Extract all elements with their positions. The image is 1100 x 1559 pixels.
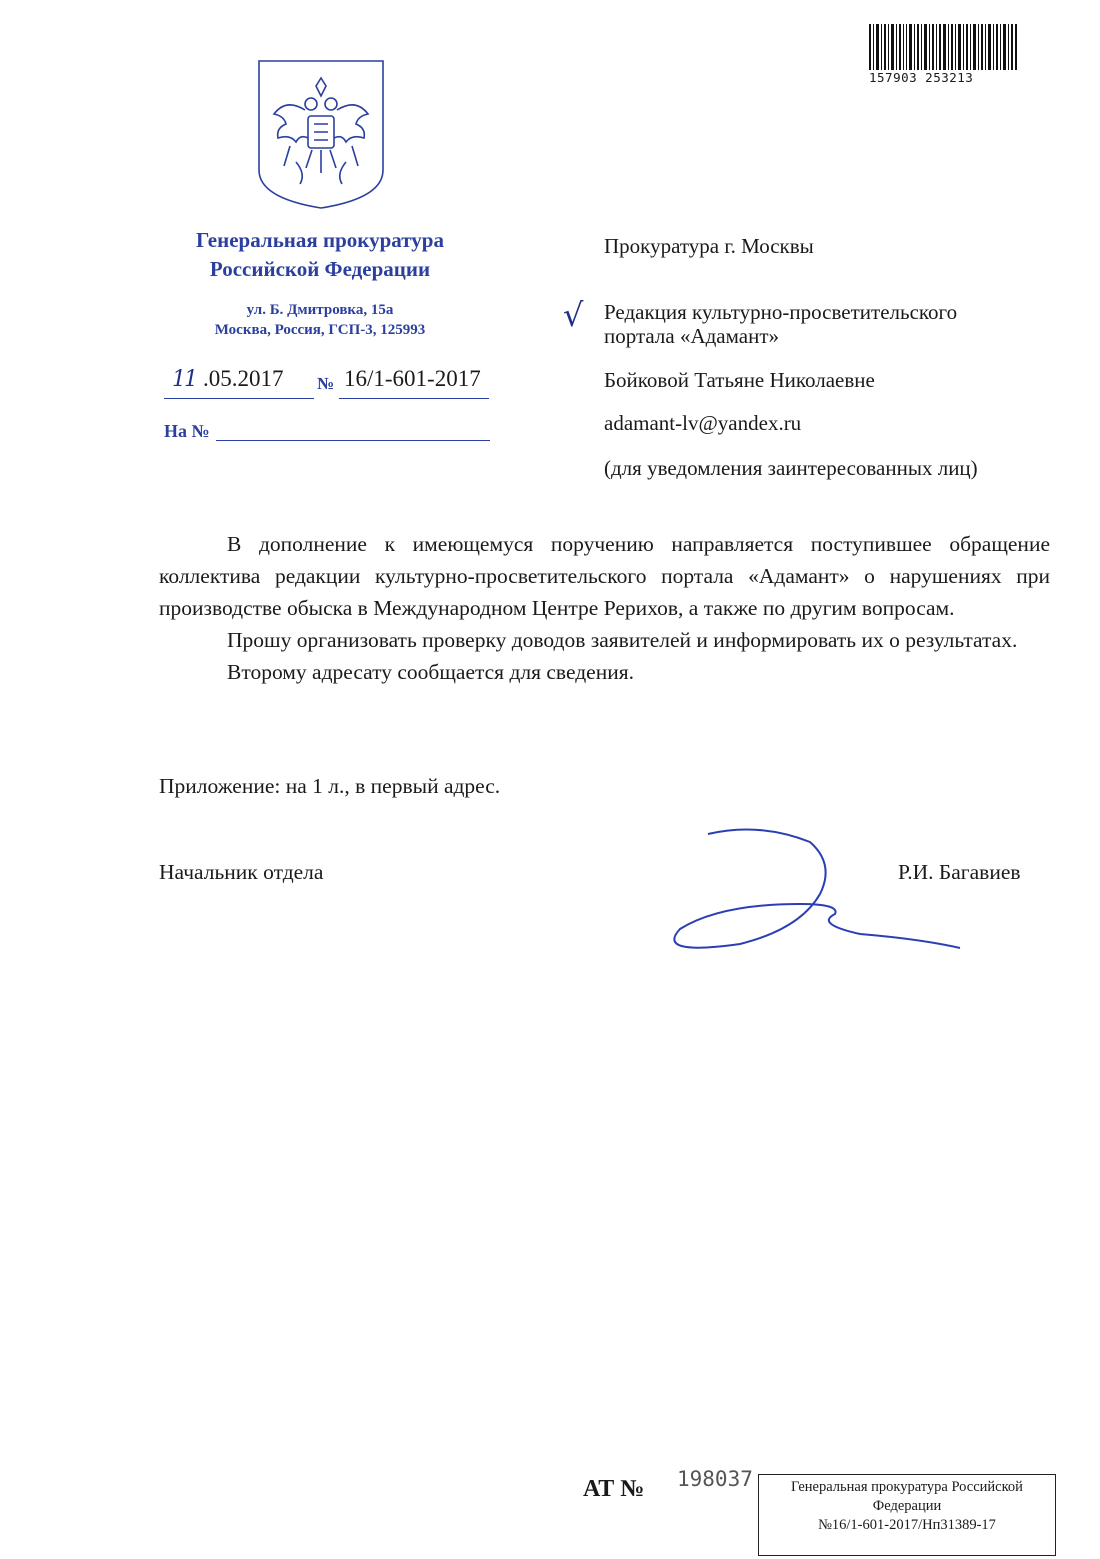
- handwritten-signature: [660, 824, 970, 964]
- barcode: [869, 24, 1017, 74]
- date-underline: [164, 398, 314, 399]
- reg-number-underline: [339, 398, 489, 399]
- letter-body: [159, 528, 1050, 688]
- stamp-line-3: №16/1-601-2017/Нп31389-17: [818, 1517, 996, 1533]
- sender-address-line1: ул. Б. Дмитровка, 15а: [246, 302, 394, 318]
- check-mark: √: [563, 296, 584, 334]
- body-paragraph-3: Второму адресату сообщается для сведения.: [227, 660, 634, 684]
- body-paragraph-1: В дополнение к имеющемуся поручению направляется поступившее обращение коллектива редакции культурно-просветительского портала «Адамант» о нарушениях при производстве обыска в Международном Центре Рерихов, а также по другим вопросам.: [159, 532, 1050, 620]
- recipient-2-line2: портала «Адамант»: [604, 324, 780, 348]
- body-paragraph-2: Прошу организовать проверку доводов заявителей и информировать их о результатах.: [227, 628, 1018, 652]
- registration-number: 16/1-601-2017: [344, 366, 481, 391]
- sender-org-line1: Генеральная прокуратура: [196, 228, 444, 252]
- recipient-1: Прокуратура г. Москвы: [604, 234, 814, 258]
- reply-number-label: На №: [164, 421, 210, 441]
- date-handwritten-day: [172, 366, 196, 392]
- signatory-position: Начальник отдела: [159, 860, 324, 884]
- barcode-number: 157903 253213: [869, 70, 1017, 85]
- recipient-2: [604, 300, 1064, 348]
- stamp-line-2: Федерации: [872, 1498, 942, 1514]
- recipient-3: Бойковой Татьяне Николаевне: [604, 368, 875, 392]
- sender-address-line2: Москва, Россия, ГСП-3, 125993: [214, 322, 426, 338]
- date-day: 11: [172, 367, 196, 392]
- signatory-name: Р.И. Багавиев: [898, 860, 1021, 884]
- sender-address: [150, 300, 490, 340]
- at-number-label: АТ №: [583, 1476, 645, 1502]
- stamp-line-1: Генеральная прокуратура Российской: [791, 1479, 1023, 1495]
- recipient-email: adamant-lv@yandex.ru: [604, 411, 802, 435]
- registration-stamp: [758, 1474, 1056, 1556]
- reply-number-underline: [216, 440, 490, 441]
- recipient-note: (для уведомления заинтересованных лиц): [604, 456, 978, 480]
- number-sign: №: [317, 374, 335, 393]
- at-number-value: 198037: [677, 1467, 753, 1491]
- attachment-note: Приложение: на 1 л., в первый адрес.: [159, 774, 501, 798]
- sender-org-line2: Российской Федерации: [209, 257, 431, 281]
- recipient-2-line1: Редакция культурно-просветительского: [604, 300, 958, 324]
- sender-org-name: [150, 226, 490, 284]
- date-value: .05.2017: [203, 366, 284, 391]
- coat-of-arms-emblem: [256, 58, 386, 210]
